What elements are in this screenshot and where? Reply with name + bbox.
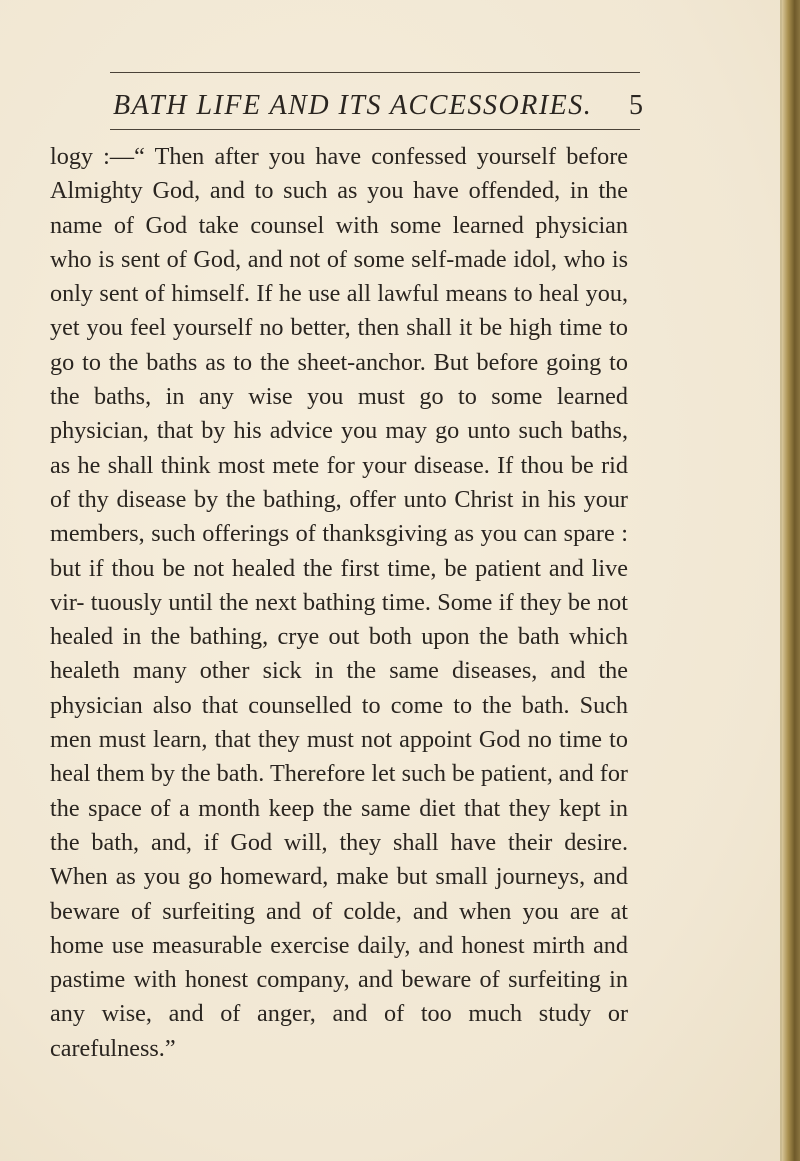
running-head [113, 86, 643, 126]
header-rule-top [110, 72, 640, 73]
header-rule-bottom [110, 129, 640, 130]
book-binding-edge [782, 0, 800, 1161]
page-number: 5 [629, 90, 643, 121]
body-paragraph: logy :—“ Then after you have confessed yourself before Almighty God, and to such as you have offended, in the name of God take counsel with some learned physician who is sent of God, and not of some self-made idol, who is only sent of himself. If he use all lawful means to heal you, yet you feel yourself no better, then shall it be high time to go to the baths as to the sheet-anchor. But before going to the baths, in any wise you must go to some learned physician, that by his advice you may go unto such baths, as he shall think most mete for your disease. If thou be rid of thy disease by the bathing, offer unto Christ in his your members, such offerings of thanksgiving as you can spare : but if thou be not healed the first time, be patient and live vir- tuously until the next bathing time. Some if they be not healed in the bathing, crye out both upon the bath which healeth many other sick in the same diseases, and the physician also that counselled to come to the bath. Such men must learn, that they must not appoint God no time to heal them by the bath. Therefore let such be patient, and for the space of a month keep the same diet that they kept in the bath, and, if God will, they shall have their desire. When as you go homeward, make but small journeys, and beware of surfeiting and of colde, and when you are at home use measurable exercise daily, and honest mirth and pastime with honest company, and beware of surfeiting in any wise, and of anger, and of too much study or carefulness.” [50, 143, 628, 1062]
running-head-title: BATH LIFE AND ITS ACCESSORIES. [113, 90, 593, 121]
